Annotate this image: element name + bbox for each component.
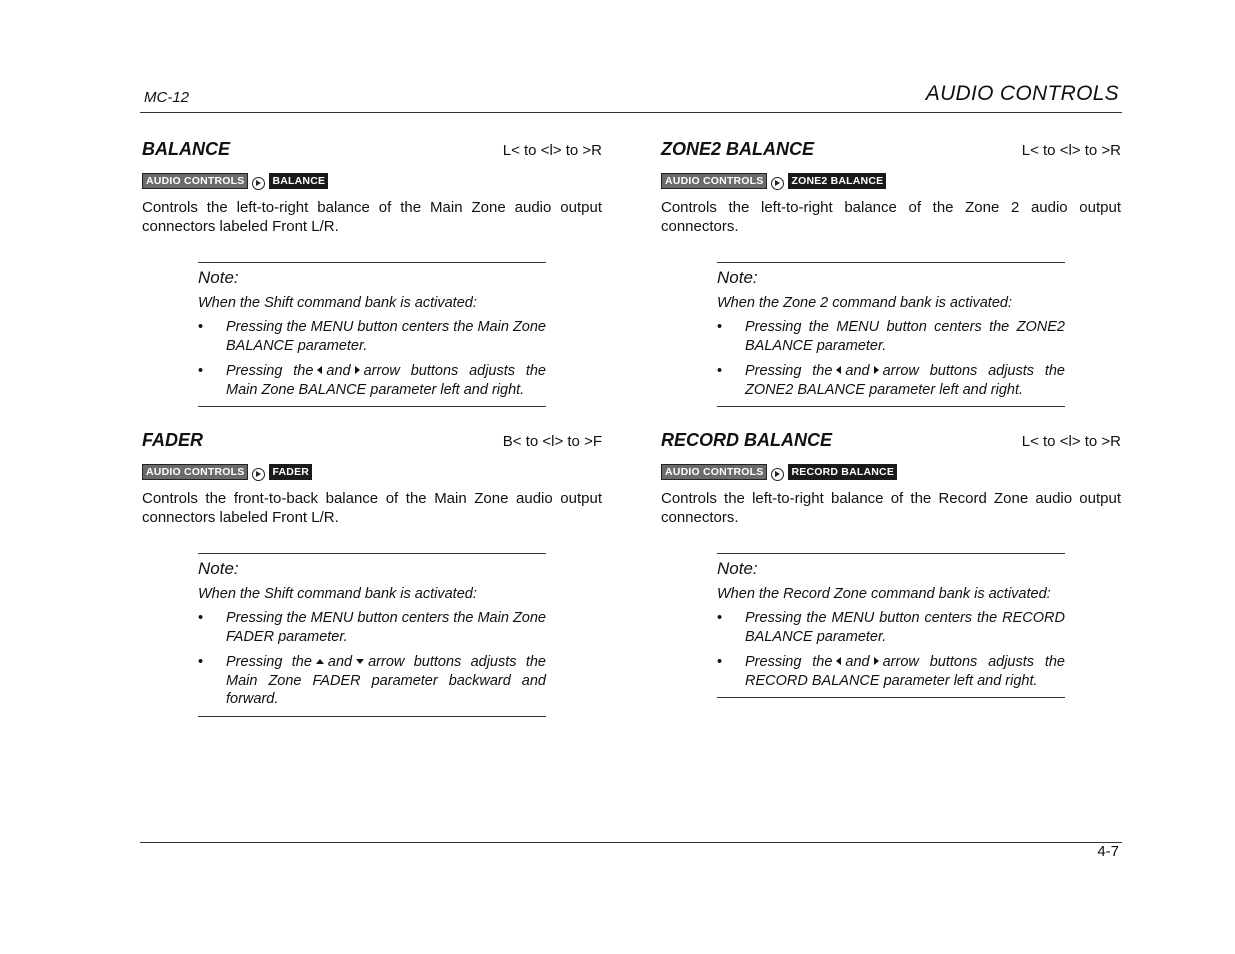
right-arrow-icon — [874, 366, 879, 374]
arrow-right-icon — [771, 468, 784, 481]
note-balance — [198, 262, 546, 407]
section-title: FADER — [142, 430, 204, 450]
note-record-balance — [717, 553, 1065, 698]
note-intro: When the Shift command bank is activated: — [198, 295, 477, 311]
menu-path — [142, 463, 602, 481]
note-intro: When the Zone 2 command bank is activated: — [717, 295, 1012, 311]
section-title: BALANCE — [142, 139, 230, 159]
menu-path-parent: AUDIO CONTROLS — [661, 173, 767, 189]
note-fader — [198, 553, 546, 717]
menu-path-child: FADER — [269, 464, 312, 480]
section-range: L< to <l> to >R — [1021, 142, 1121, 159]
section-range: L< to <l> to >R — [502, 142, 602, 159]
section-zone2-balance — [661, 139, 1121, 236]
list-item: • Pressing the MENU button centers the Main Zone FADER parameter. — [198, 610, 546, 645]
up-arrow-icon — [316, 659, 324, 664]
arrow-right-icon — [252, 177, 265, 190]
menu-path-child: RECORD BALANCE — [788, 464, 897, 480]
model-label: MC-12 — [144, 89, 190, 106]
note-intro: When the Shift command bank is activated: — [198, 586, 477, 602]
menu-path-child: ZONE2 BALANCE — [788, 173, 886, 189]
section-range: L< to <l> to >R — [1021, 433, 1121, 450]
section-balance — [142, 139, 602, 236]
menu-path — [142, 172, 602, 190]
arrow-right-icon — [771, 177, 784, 190]
section-description: Controls the left-to-right balance of the Main Zone audio output connectors labeled Front L/R. — [142, 199, 602, 235]
list-item: • Pressing the MENU button centers the Main Zone BALANCE parameter. — [198, 319, 546, 354]
note-intro: When the Record Zone command bank is activated: — [717, 586, 1051, 602]
footer-rule — [140, 842, 1122, 843]
left-arrow-icon — [836, 657, 841, 665]
list-item: • Pressing the MENU button centers the ZONE2 BALANCE parameter. — [717, 319, 1065, 354]
chapter-title: AUDIO CONTROLS — [925, 82, 1119, 105]
list-item: • Pressing the and arrow buttons adjusts the Main Zone FADER parameter backward and forward. — [198, 654, 546, 707]
list-item: • Pressing the and arrow buttons adjusts the Main Zone BALANCE parameter left and right. — [198, 363, 546, 398]
menu-path-parent: AUDIO CONTROLS — [142, 464, 248, 480]
note-title: Note: — [717, 268, 758, 287]
list-item: • Pressing the MENU button centers the RECORD BALANCE parameter. — [717, 610, 1065, 645]
right-arrow-icon — [355, 366, 360, 374]
page-number: 4-7 — [1097, 843, 1119, 860]
menu-path — [661, 172, 1121, 190]
section-title: RECORD BALANCE — [661, 430, 832, 450]
section-fader — [142, 430, 602, 527]
section-description: Controls the front-to-back balance of the Main Zone audio output connectors labeled Front L/R. — [142, 490, 602, 526]
right-arrow-icon — [874, 657, 879, 665]
section-record-balance — [661, 430, 1121, 527]
menu-path-child: BALANCE — [269, 173, 328, 189]
list-item: • Pressing the and arrow buttons adjusts the ZONE2 BALANCE parameter left and right. — [717, 363, 1065, 398]
section-description: Controls the left-to-right balance of the Zone 2 audio output connectors. — [661, 199, 1121, 235]
section-title: ZONE2 BALANCE — [661, 139, 815, 159]
menu-path-parent: AUDIO CONTROLS — [661, 464, 767, 480]
menu-path-parent: AUDIO CONTROLS — [142, 173, 248, 189]
left-arrow-icon — [836, 366, 841, 374]
header-rule — [140, 112, 1122, 113]
left-arrow-icon — [317, 366, 322, 374]
menu-path — [661, 463, 1121, 481]
arrow-right-icon — [252, 468, 265, 481]
list-item: • Pressing the and arrow buttons adjusts the RECORD BALANCE parameter left and right. — [717, 654, 1065, 689]
note-title: Note: — [717, 559, 758, 578]
note-title: Note: — [198, 559, 239, 578]
down-arrow-icon — [356, 659, 364, 664]
section-description: Controls the left-to-right balance of the Record Zone audio output connectors. — [661, 490, 1121, 526]
section-range: B< to <l> to >F — [502, 433, 602, 450]
note-title: Note: — [198, 268, 239, 287]
note-zone2-balance — [717, 262, 1065, 407]
